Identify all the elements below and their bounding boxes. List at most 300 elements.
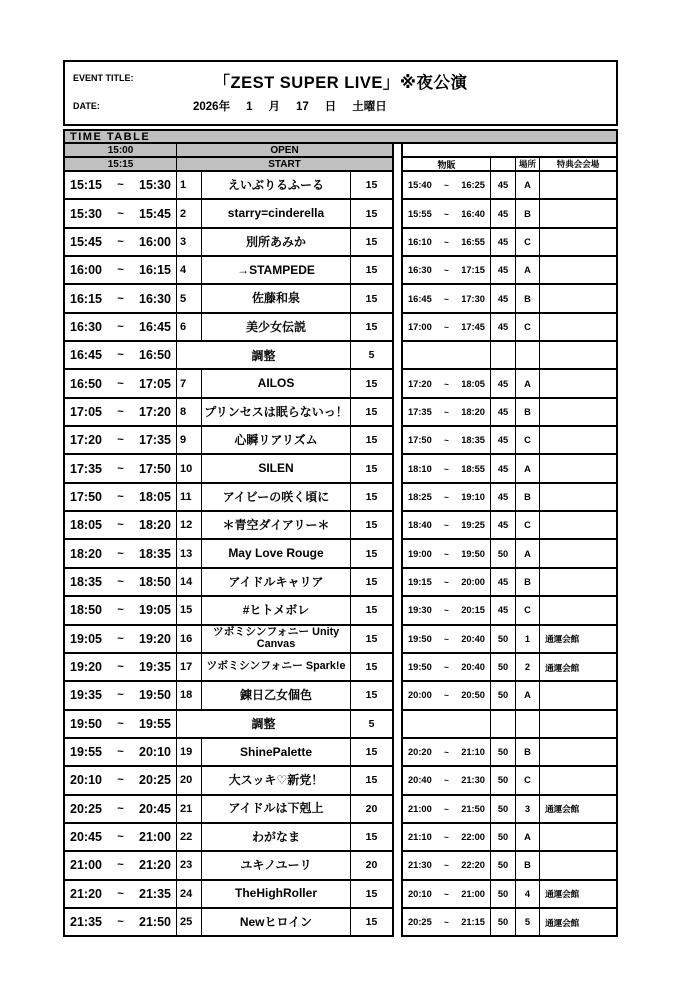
bonus-venue: 通運会館	[545, 804, 579, 815]
range-end: 19:50	[461, 548, 485, 559]
bonus-venue	[540, 342, 616, 368]
slot-time-range	[65, 200, 177, 226]
date-value	[193, 98, 387, 114]
merch-place: B	[516, 852, 540, 878]
merch-place: B	[516, 484, 540, 510]
tilde: ~	[117, 575, 124, 588]
tilde: ~	[444, 265, 449, 276]
column-spacer	[394, 796, 401, 824]
performance-row	[63, 796, 618, 824]
merch-time-range	[403, 852, 491, 878]
slot-number: 23	[177, 852, 202, 878]
range-end: 18:50	[139, 574, 171, 589]
range-end: 20:00	[461, 576, 485, 587]
merch-place: B	[516, 739, 540, 765]
slot-time-range	[65, 796, 177, 822]
merch-time-range	[403, 512, 491, 538]
range-start: 17:50	[70, 489, 102, 504]
slot-time-range	[65, 824, 177, 850]
tilde: ~	[444, 662, 449, 673]
date-part: 日	[324, 101, 337, 113]
slot-duration: 15	[365, 916, 378, 929]
merch-time-range	[403, 711, 491, 737]
range-end: 18:05	[461, 378, 485, 389]
range-end: 16:30	[139, 291, 171, 306]
range-end: 17:45	[461, 321, 485, 332]
artist-name: アイドルキャリア	[202, 569, 351, 595]
adjustment-label: 調整	[177, 342, 351, 368]
tilde: ~	[117, 774, 124, 787]
merch-place: B	[516, 399, 540, 425]
slot-duration: 15	[365, 235, 378, 248]
range-end: 19:55	[139, 716, 171, 731]
bonus-venue	[540, 399, 616, 425]
bonus-venue	[540, 455, 616, 481]
tilde: ~	[444, 406, 449, 417]
tilde: ~	[444, 747, 449, 758]
column-spacer	[394, 597, 401, 625]
column-spacer	[394, 314, 401, 342]
merch-time-range	[403, 881, 491, 907]
slot-number: 19	[177, 739, 202, 765]
range-start: 20:25	[408, 917, 432, 928]
tilde: ~	[444, 832, 449, 843]
range-start: 18:50	[70, 603, 102, 618]
performance-row	[63, 314, 618, 342]
range-start: 15:40	[408, 180, 432, 191]
column-spacer	[394, 626, 401, 654]
merch-time-range	[403, 654, 491, 680]
performance-row	[63, 909, 618, 937]
merch-place: B	[516, 569, 540, 595]
date-part: 2026年	[193, 101, 231, 113]
tilde: ~	[117, 802, 124, 815]
slot-time-range	[65, 285, 177, 311]
date-part: 土曜日	[352, 101, 387, 113]
artist-name: アイドルは下剋上	[202, 796, 351, 822]
slot-time-range	[65, 682, 177, 708]
slot-duration: 15	[365, 434, 378, 447]
bonus-venue	[540, 597, 616, 623]
slot-time-range	[65, 909, 177, 935]
tilde: ~	[444, 605, 449, 616]
slot-duration: 15	[365, 462, 378, 475]
range-start: 19:55	[70, 745, 102, 760]
bonus-venue: 通運会館	[545, 917, 579, 928]
range-start: 16:00	[70, 263, 102, 278]
tilde: ~	[444, 917, 449, 928]
performance-row	[63, 540, 618, 568]
artist-name: starry=cinderella	[202, 200, 351, 226]
range-start: 18:05	[70, 518, 102, 533]
tilde: ~	[444, 321, 449, 332]
tilde: ~	[117, 377, 124, 390]
slot-duration: 15	[365, 179, 378, 192]
tilde: ~	[117, 179, 124, 192]
range-end: 17:05	[139, 376, 171, 391]
date-label: DATE:	[73, 101, 100, 111]
range-start: 17:05	[70, 404, 102, 419]
merch-duration: 45	[491, 200, 516, 226]
artist-name: SILEN	[202, 455, 351, 481]
slot-number: 3	[177, 229, 202, 255]
merch-time-range	[403, 484, 491, 510]
merch-time-range	[403, 455, 491, 481]
merch-duration: 50	[491, 767, 516, 793]
tilde: ~	[117, 292, 124, 305]
artist-name: わがなま	[202, 824, 351, 850]
merch-duration: 45	[491, 257, 516, 283]
start-time: 15:15	[65, 158, 177, 170]
range-start: 21:00	[408, 803, 432, 814]
range-end: 21:50	[461, 803, 485, 814]
artist-name: プリンセスは眠らないっ！	[202, 399, 351, 425]
slot-number: 12	[177, 512, 202, 538]
range-end: 20:10	[139, 745, 171, 760]
merch-place: A	[516, 257, 540, 283]
slot-number: 9	[177, 427, 202, 453]
date-part: 1	[246, 101, 253, 113]
event-title: 「ZEST SUPER LIVE」※夜公演	[213, 74, 468, 92]
merch-place: C	[516, 512, 540, 538]
slot-duration: 15	[365, 264, 378, 277]
range-end: 16:45	[139, 319, 171, 334]
artist-name: アイビーの咲く頃に	[202, 484, 351, 510]
column-header-place: 場所	[516, 158, 540, 170]
range-start: 21:20	[70, 886, 102, 901]
performance-row	[63, 512, 618, 540]
slot-number: 10	[177, 455, 202, 481]
merch-duration: 50	[491, 654, 516, 680]
merch-time-range	[403, 569, 491, 595]
adjustment-row	[63, 342, 618, 370]
tilde: ~	[117, 887, 124, 900]
merch-duration: 50	[491, 626, 516, 652]
tilde: ~	[444, 463, 449, 474]
range-end: 16:15	[139, 263, 171, 278]
slot-number: 24	[177, 881, 202, 907]
bonus-venue	[540, 427, 616, 453]
range-end: 21:00	[139, 830, 171, 845]
range-end: 21:10	[461, 747, 485, 758]
range-end: 19:20	[139, 631, 171, 646]
performance-row	[63, 682, 618, 710]
range-end: 19:10	[461, 491, 485, 502]
range-start: 16:10	[408, 236, 432, 247]
column-spacer	[394, 540, 401, 568]
merch-time-range	[403, 824, 491, 850]
range-start: 18:25	[408, 491, 432, 502]
slot-number: 13	[177, 540, 202, 566]
artist-name: 別所あみか	[202, 229, 351, 255]
tilde: ~	[117, 235, 124, 248]
performance-row	[63, 427, 618, 455]
artist-name: ユキノユーリ	[202, 852, 351, 878]
tilde: ~	[117, 661, 124, 674]
range-end: 22:00	[461, 832, 485, 843]
performance-row	[63, 824, 618, 852]
merch-place: A	[516, 370, 540, 396]
column-spacer	[394, 158, 401, 172]
performance-row	[63, 739, 618, 767]
range-end: 19:35	[139, 660, 171, 675]
tilde: ~	[117, 916, 124, 929]
artist-name: ツボミシンフォニー Unity Canvas	[202, 626, 351, 652]
slot-duration: 15	[365, 320, 378, 333]
range-start: 16:45	[70, 348, 102, 363]
range-end: 18:55	[461, 463, 485, 474]
bonus-venue	[540, 682, 616, 708]
range-start: 21:30	[408, 860, 432, 871]
tilde: ~	[444, 548, 449, 559]
start-label: START	[177, 158, 392, 170]
tilde: ~	[117, 831, 124, 844]
merch-time-range	[403, 370, 491, 396]
merch-place: 2	[516, 654, 540, 680]
range-start: 19:05	[70, 631, 102, 646]
merch-time-range	[403, 399, 491, 425]
slot-time-range	[65, 540, 177, 566]
column-spacer	[394, 767, 401, 795]
bonus-venue	[540, 229, 616, 255]
slot-time-range	[65, 399, 177, 425]
range-start: 20:00	[408, 690, 432, 701]
bonus-venue: 通運会館	[545, 889, 579, 900]
range-start: 21:35	[70, 915, 102, 930]
slot-duration: 15	[365, 831, 378, 844]
range-start: 17:35	[70, 461, 102, 476]
range-end: 17:20	[139, 404, 171, 419]
range-end: 21:35	[139, 886, 171, 901]
artist-name: 錬日乙女個色	[202, 682, 351, 708]
slot-time-range	[65, 484, 177, 510]
range-start: 17:50	[408, 435, 432, 446]
slot-duration: 15	[365, 632, 378, 645]
merch-place: C	[516, 314, 540, 340]
range-end: 17:35	[139, 433, 171, 448]
bonus-venue	[540, 852, 616, 878]
artist-name: Newヒロイン	[202, 909, 351, 935]
slot-number: 1	[177, 172, 202, 198]
range-start: 20:20	[408, 747, 432, 758]
range-start: 19:00	[408, 548, 432, 559]
timetable-rows	[63, 172, 618, 937]
range-start: 17:20	[70, 433, 102, 448]
slot-number: 20	[177, 767, 202, 793]
artist-name: ツボミシンフォニー Spark!e	[202, 654, 351, 680]
slot-time-range	[65, 767, 177, 793]
merch-time-range	[403, 229, 491, 255]
performance-row	[63, 257, 618, 285]
tilde: ~	[444, 860, 449, 871]
range-start: 16:30	[408, 265, 432, 276]
column-spacer	[394, 399, 401, 427]
bonus-venue	[540, 484, 616, 510]
timetable-sheet	[63, 60, 618, 937]
range-start: 20:10	[408, 888, 432, 899]
merch-place: A	[516, 455, 540, 481]
slot-number: 6	[177, 314, 202, 340]
range-end: 16:25	[461, 180, 485, 191]
range-end: 17:30	[461, 293, 485, 304]
merch-duration: 45	[491, 455, 516, 481]
tilde: ~	[444, 888, 449, 899]
slot-time-range	[65, 881, 177, 907]
merch-duration: 50	[491, 682, 516, 708]
column-spacer	[394, 427, 401, 455]
bonus-venue	[540, 569, 616, 595]
column-spacer	[394, 257, 401, 285]
range-end: 16:50	[139, 348, 171, 363]
performance-row	[63, 200, 618, 228]
merch-place: A	[516, 682, 540, 708]
date-part: 月	[268, 101, 280, 113]
artist-name: 心瞬リアリズム	[202, 427, 351, 453]
adjustment-label: 調整	[177, 711, 351, 737]
performance-row	[63, 285, 618, 313]
slot-time-range	[65, 711, 177, 737]
range-start: 18:40	[408, 520, 432, 531]
merch-place: 3	[516, 796, 540, 822]
merch-duration: 45	[491, 172, 516, 198]
tilde: ~	[117, 462, 124, 475]
tilde: ~	[117, 434, 124, 447]
slot-time-range	[65, 512, 177, 538]
performance-row	[63, 654, 618, 682]
tilde: ~	[444, 180, 449, 191]
slot-number: 14	[177, 569, 202, 595]
column-spacer	[394, 512, 401, 540]
date-part: 17	[296, 101, 309, 113]
column-spacer	[394, 654, 401, 682]
tilde: ~	[444, 491, 449, 502]
merch-place: B	[516, 200, 540, 226]
range-start: 17:20	[408, 378, 432, 389]
column-spacer	[394, 484, 401, 512]
slot-duration: 15	[365, 405, 378, 418]
open-time: 15:00	[65, 144, 177, 156]
tilde: ~	[117, 320, 124, 333]
bonus-venue	[540, 370, 616, 396]
column-spacer	[394, 370, 401, 398]
tilde: ~	[444, 633, 449, 644]
slot-time-range	[65, 342, 177, 368]
range-start: 20:25	[70, 801, 102, 816]
tilde: ~	[117, 349, 124, 362]
slot-duration: 15	[365, 547, 378, 560]
range-start: 20:45	[70, 830, 102, 845]
merch-time-range	[403, 427, 491, 453]
range-start: 15:45	[70, 234, 102, 249]
tilde: ~	[117, 207, 124, 220]
tilde: ~	[117, 604, 124, 617]
bonus-venue	[540, 824, 616, 850]
range-start: 19:50	[70, 716, 102, 731]
range-end: 22:20	[461, 860, 485, 871]
merch-duration: 50	[491, 909, 516, 935]
range-end: 17:15	[461, 265, 485, 276]
slot-number: 18	[177, 682, 202, 708]
column-spacer	[394, 711, 401, 739]
timetable-section-title: TIME TABLE	[63, 129, 618, 144]
artist-name: TheHighRoller	[202, 881, 351, 907]
merch-place: B	[516, 285, 540, 311]
merch-duration: 50	[491, 852, 516, 878]
range-end: 18:05	[139, 489, 171, 504]
column-header-merch: 物販	[403, 158, 491, 170]
bonus-venue	[540, 739, 616, 765]
performance-row	[63, 597, 618, 625]
merch-duration	[491, 342, 516, 368]
slot-time-range	[65, 597, 177, 623]
merch-time-range	[403, 909, 491, 935]
merch-time-range	[403, 172, 491, 198]
range-start: 16:50	[70, 376, 102, 391]
range-end: 20:40	[461, 662, 485, 673]
slot-duration: 15	[365, 490, 378, 503]
range-end: 15:30	[139, 178, 171, 193]
tilde: ~	[117, 264, 124, 277]
range-end: 21:20	[139, 858, 171, 873]
slot-time-range	[65, 455, 177, 481]
slot-duration: 15	[365, 887, 378, 900]
performance-row	[63, 852, 618, 880]
column-spacer	[394, 909, 401, 937]
merch-time-range	[403, 285, 491, 311]
tilde: ~	[444, 690, 449, 701]
slot-number: 11	[177, 484, 202, 510]
range-start: 20:10	[70, 773, 102, 788]
tilde: ~	[117, 859, 124, 872]
column-spacer	[394, 881, 401, 909]
range-start: 21:00	[70, 858, 102, 873]
merch-duration: 50	[491, 881, 516, 907]
bonus-venue	[540, 314, 616, 340]
tilde: ~	[444, 576, 449, 587]
range-start: 20:40	[408, 775, 432, 786]
slot-number: 16	[177, 626, 202, 652]
tilde: ~	[444, 775, 449, 786]
range-end: 20:15	[461, 605, 485, 616]
tilde: ~	[444, 208, 449, 219]
column-spacer	[394, 229, 401, 257]
range-start: 17:35	[408, 406, 432, 417]
slot-duration: 5	[368, 349, 375, 362]
slot-duration: 15	[365, 292, 378, 305]
artist-name: えいぶりるふーる	[202, 172, 351, 198]
merch-time-range	[403, 597, 491, 623]
tilde: ~	[117, 689, 124, 702]
slot-number: 25	[177, 909, 202, 935]
slot-time-range	[65, 370, 177, 396]
artist-name: ShinePalette	[202, 739, 351, 765]
tilde: ~	[444, 378, 449, 389]
range-end: 21:15	[461, 917, 485, 928]
range-end: 21:30	[461, 775, 485, 786]
slot-number: 5	[177, 285, 202, 311]
merch-place	[516, 342, 540, 368]
merch-duration: 50	[491, 824, 516, 850]
merch-time-range	[403, 739, 491, 765]
column-spacer	[394, 824, 401, 852]
range-start: 16:30	[70, 319, 102, 334]
merch-place: A	[516, 540, 540, 566]
slot-duration: 15	[365, 746, 378, 759]
merch-duration	[491, 711, 516, 737]
range-start: 19:50	[408, 633, 432, 644]
bonus-venue	[540, 200, 616, 226]
merch-place: C	[516, 767, 540, 793]
